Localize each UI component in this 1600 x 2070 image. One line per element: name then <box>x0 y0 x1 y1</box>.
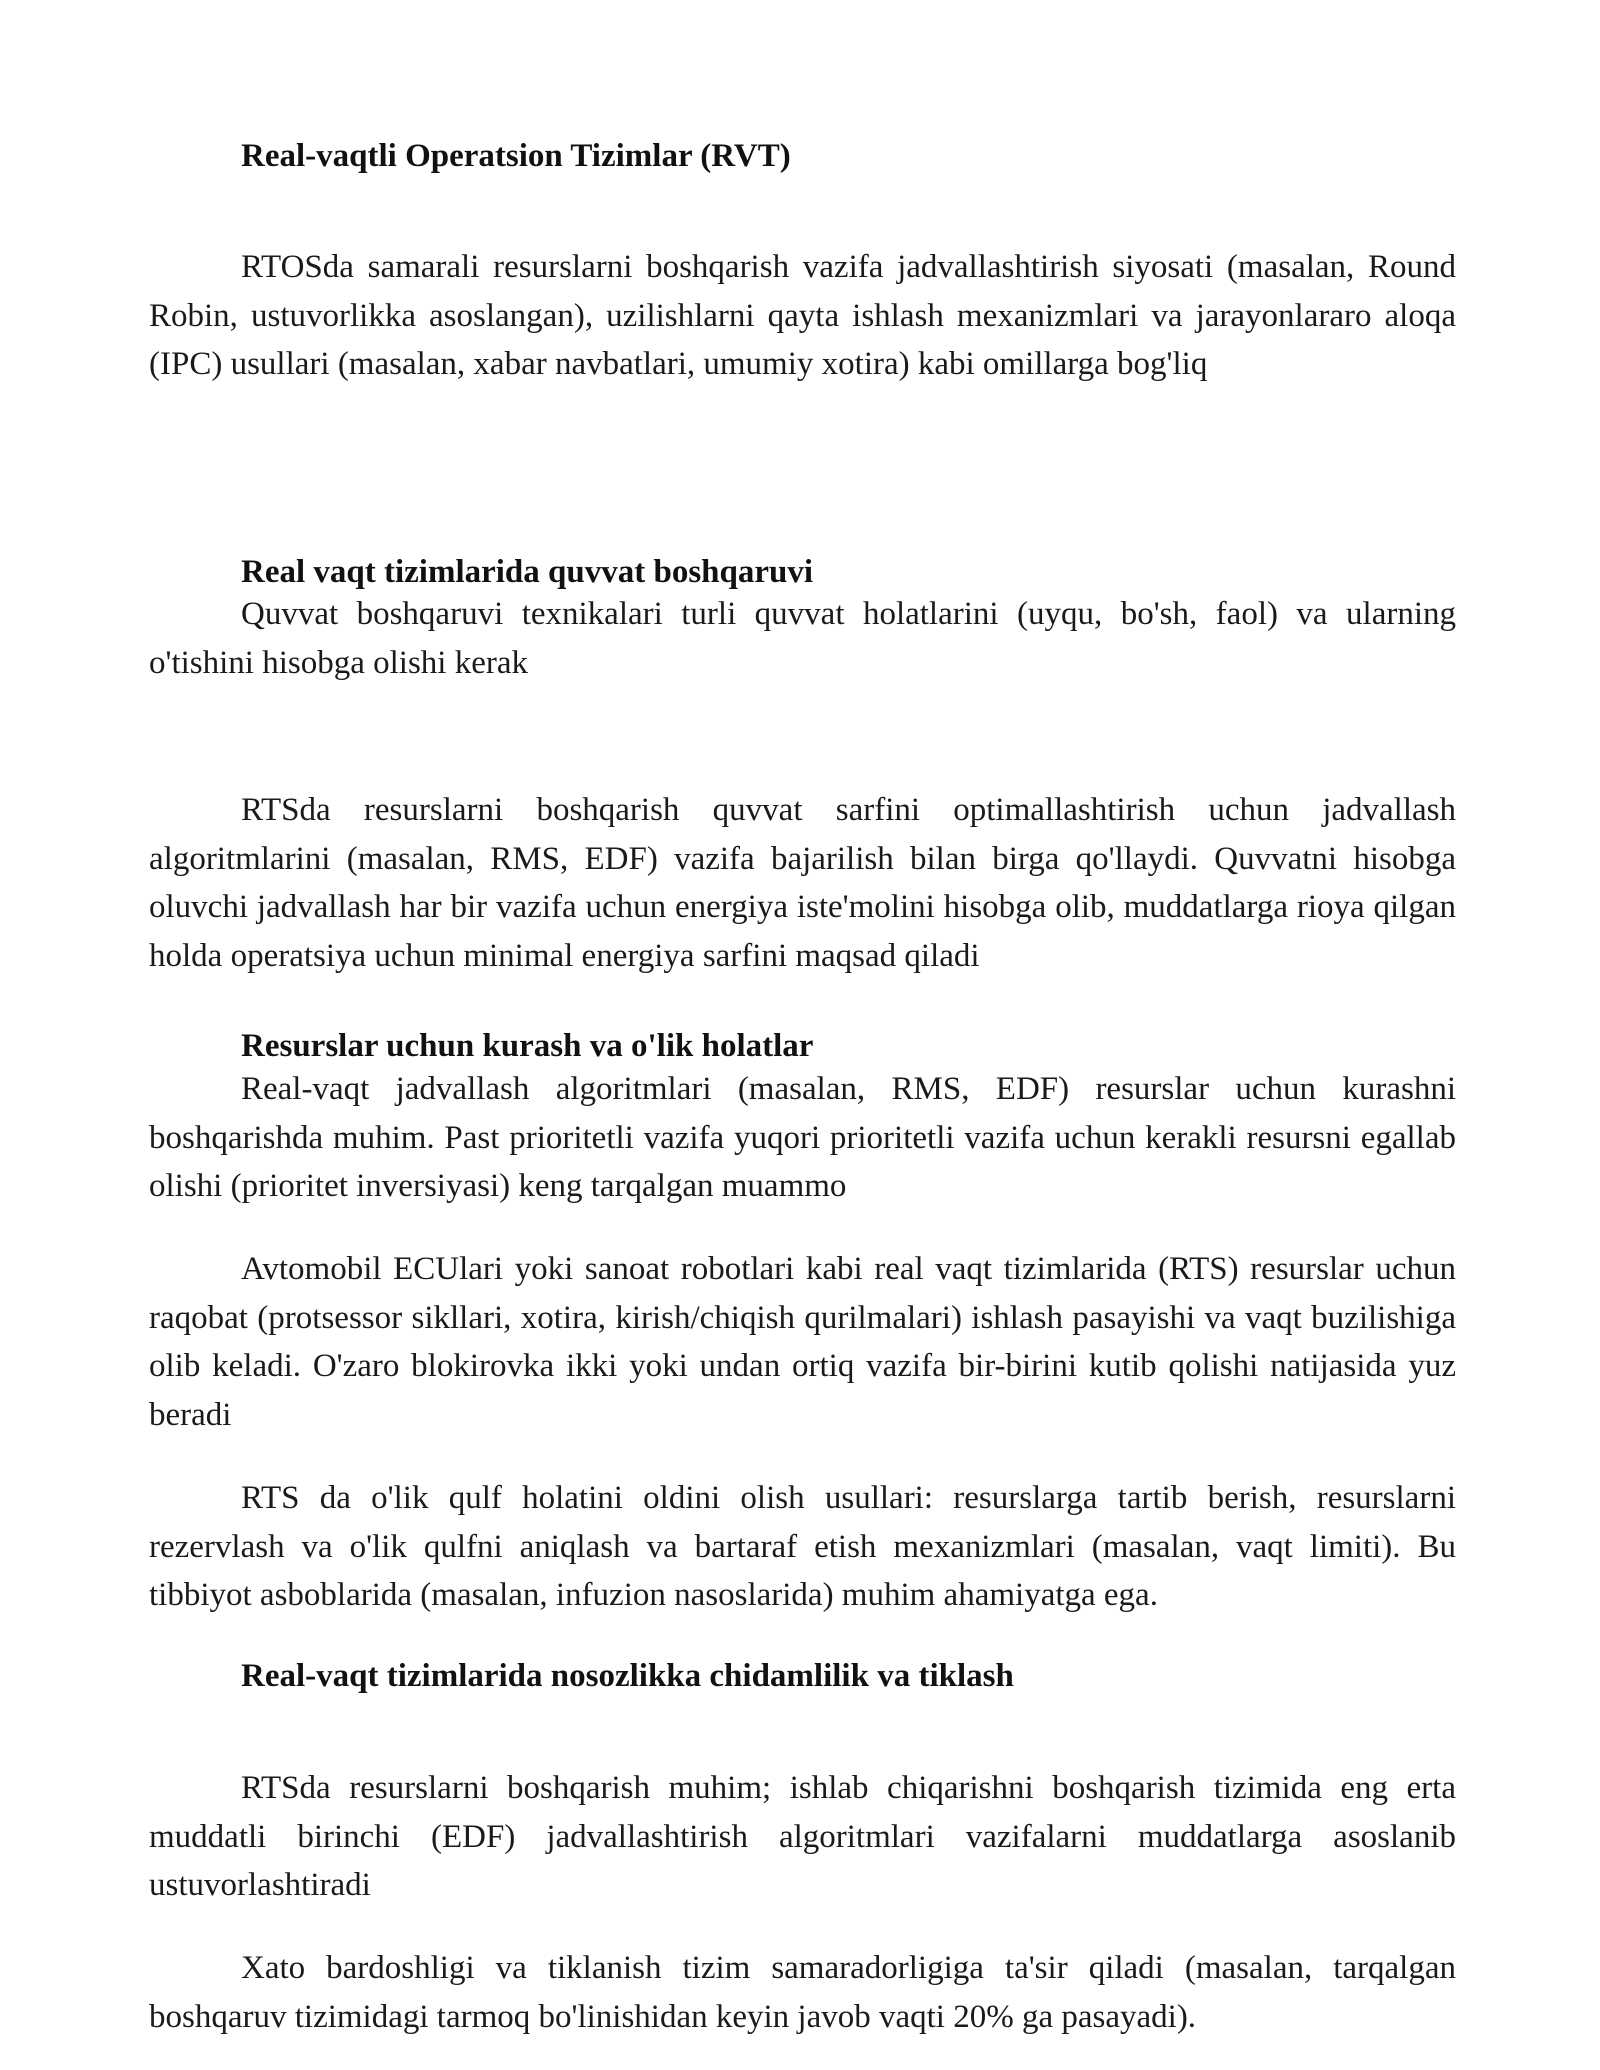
paragraph-deadlock-prevention: RTS da o'lik qulf holatini oldini olish usullari: resurslarga tartib berish, resurslarni rezervlash va o'lik qulfni aniqlash va bartaraf etish mexanizmlari (masalan, vaqt limiti). Bu tibbiyot asboblarida (masalan, infuzion nasoslarida) muhim ahamiyatga ega. <box>149 1480 1456 1614</box>
paragraph-power-scheduling: RTSda resurslarni boshqarish quvvat sarfini optimallashtirish uchun jadvallash algoritmlarini (masalan, RMS, EDF) vazifa bajarilish bilan birga qo'llaydi. Quvvatni hisobga oluvchi jadvallash har bir vazifa uchun energiya iste'molini hisobga olib, muddatlarga rioya qilgan holda operatsiya uchun minimal energiya sarfini maqsad qiladi <box>149 792 1456 974</box>
paragraph-fault-recovery: Xato bardoshligi va tiklanish tizim samaradorligiga ta'sir qiladi (masalan, tarqalgan boshqaruv tizimidagi tarmoq bo'linishidan keyin javob vaqti 20% ga pasayadi). <box>149 1950 1456 2035</box>
heading-power-management: Real vaqt tizimlarida quvvat boshqaruvi <box>241 554 814 590</box>
paragraph-edf-scheduling: RTSda resurslarni boshqarish muhim; ishlab chiqarishni boshqarish tizimida eng erta muddatli birinchi (EDF) jadvallashtirish algoritmlari vazifalarni muddatlarga asoslanib ustuvorlashtiradi <box>149 1770 1456 1904</box>
paragraph-scheduling-contention: Real-vaqt jadvallash algoritmlari (masalan, RMS, EDF) resurslar uchun kurashni boshqarishda muhim. Past prioritetli vazifa yuqori prioritetli vazifa uchun kerakli resursni egallab olishi (prioritet inversiyasi) keng tarqalgan muammo <box>149 1071 1456 1205</box>
paragraph-rtos-resources: RTOSda samarali resurslarni boshqarish vazifa jadvallashtirish siyosati (masalan, Round Robin, ustuvorlikka asoslangan), uzilishlarni qayta ishlash mexanizmlari va jarayonlararo aloqa (IPC) usullari (masalan, xabar navbatlari, umumiy xotira) kabi omillarga bog'liq <box>149 249 1456 383</box>
paragraph-rts-competition: Avtomobil ECUlari yoki sanoat robotlari kabi real vaqt tizimlarida (RTS) resurslar uchun raqobat (protsessor sikllari, xotira, kirish/chiqish qurilmalari) ishlash pasayishi va vaqt buzilishiga olib keladi. O'zaro blokirovka ikki yoki undan ortiq vazifa bir-birini kutib qolishi natijasida yuz beradi <box>149 1251 1456 1433</box>
heading-rvt: Real-vaqtli Operatsion Tizimlar (RVT) <box>241 138 791 174</box>
heading-resource-contention: Resurslar uchun kurash va o'lik holatlar <box>241 1028 814 1064</box>
heading-fault-tolerance: Real-vaqt tizimlarida nosozlikka chidamlilik va tiklash <box>241 1658 1014 1694</box>
paragraph-power-techniques: Quvvat boshqaruvi texnikalari turli quvvat holatlarini (uyqu, bo'sh, faol) va ularning o'tishini hisobga olishi kerak <box>149 596 1456 681</box>
